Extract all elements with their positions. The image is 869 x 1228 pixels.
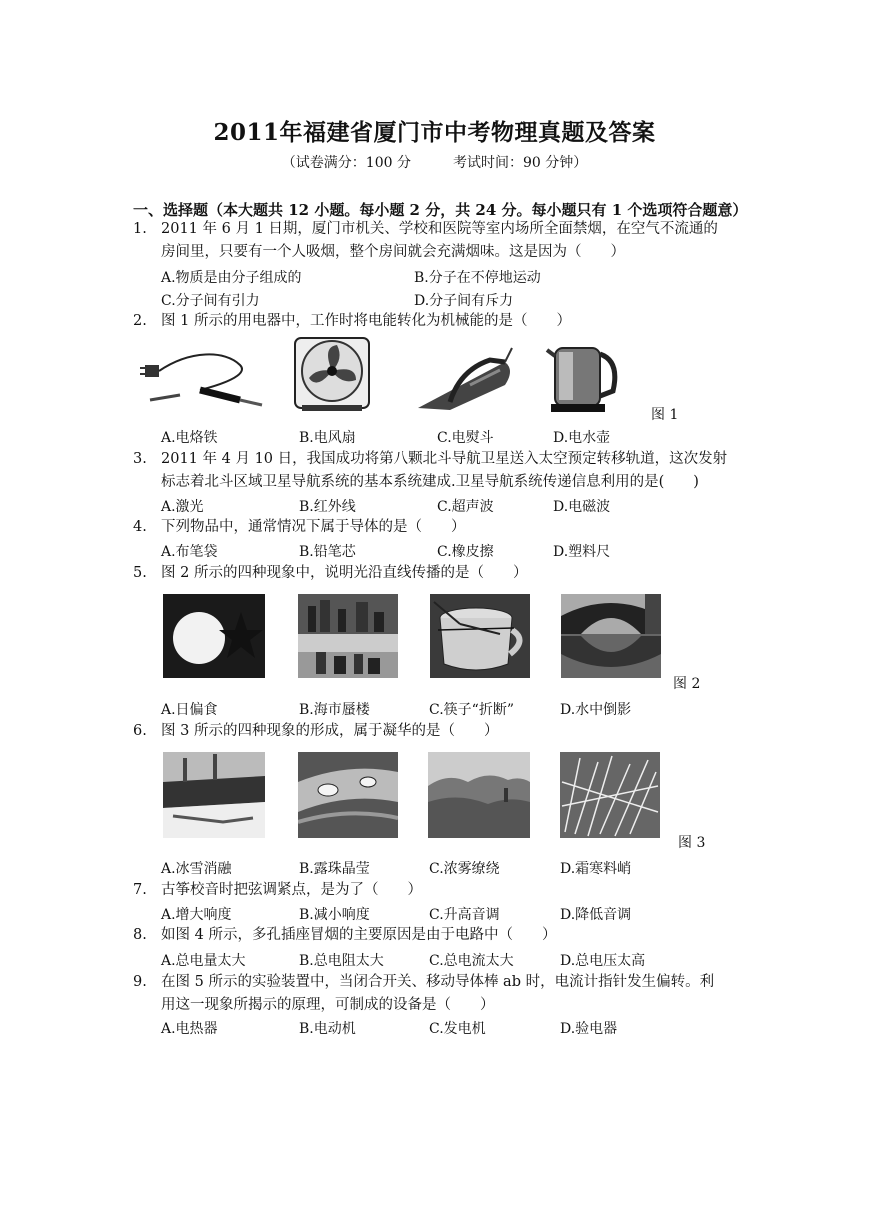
option-c: C.分子间有引力: [161, 293, 260, 309]
figure-1-label: 图 1: [651, 407, 679, 423]
question-text-line: 下列物品中，通常情况下属于导体的是（ ）: [161, 519, 466, 535]
dew-drops-image: [298, 752, 398, 838]
question-text-line: 图 3 所示的四种现象的形成，属于凝华的是（ ）: [161, 723, 499, 739]
frost-image: [560, 752, 660, 838]
option-d: D.验电器: [560, 1021, 618, 1037]
question-number: 7.: [133, 882, 147, 898]
electric-iron-image: [410, 340, 520, 415]
option-a: A.增大响度: [161, 907, 232, 923]
option-a: A.布笔袋: [161, 544, 218, 560]
electric-kettle-image: [545, 336, 625, 416]
question-number: 5.: [133, 565, 147, 581]
option-d: D.电水壶: [553, 430, 611, 446]
option-b: B.分子在不停地运动: [414, 270, 541, 286]
question-text-line: 2011 年 6 月 1 日期，厦门市机关、学校和医院等室内场所全面禁烟，在空气不流通的: [161, 221, 718, 237]
option-d: D.塑料尺: [553, 544, 611, 560]
option-b: B.铅笔芯: [299, 544, 356, 560]
thick-fog-image: [428, 752, 530, 838]
option-c: C.电熨斗: [437, 430, 494, 446]
partial-solar-eclipse-image: [163, 594, 265, 678]
option-a: A.总电量太大: [161, 953, 246, 969]
option-b: B.红外线: [299, 499, 356, 515]
option-d: D.霜寒料峭: [560, 861, 632, 877]
option-b: B.电动机: [299, 1021, 356, 1037]
option-c: C.超声波: [437, 499, 494, 515]
question-text-line: 图 1 所示的用电器中，工作时将电能转化为机械能的是（ ）: [161, 313, 571, 329]
option-a: A.激光: [161, 499, 204, 515]
option-b: B.电风扇: [299, 430, 356, 446]
option-d: D.分子间有斥力: [414, 293, 514, 309]
question-number: 6.: [133, 723, 147, 739]
option-d: D.降低音调: [560, 907, 632, 923]
option-d: D.电磁波: [553, 499, 611, 515]
melting-snow-image: [163, 752, 265, 838]
question-text-line: 如图 4 所示，多孔插座冒烟的主要原因是由于电路中（ ）: [161, 927, 557, 943]
question-text-line: 标志着北斗区域卫星导航系统的基本系统建成.卫星导航系统传递信息利用的是( ): [161, 474, 699, 490]
option-c: C.浓雾缭绕: [429, 861, 500, 877]
question-text-line: 古筝校音时把弦调紧点，是为了（ ）: [161, 882, 422, 898]
option-a: A.日偏食: [161, 702, 218, 718]
section-heading: 一、选择题（本大题共 12 小题。每小题 2 分，共 24 分。每小题只有 1 个选项符合题意）: [133, 201, 748, 219]
water-reflection-image: [561, 594, 661, 678]
option-a: A.冰雪消融: [161, 861, 232, 877]
option-a: A.物质是由分子组成的: [161, 270, 302, 286]
page-title: 2011年福建省厦门市中考物理真题及答案: [213, 119, 656, 146]
option-b: B.总电阻太大: [299, 953, 384, 969]
option-c: C.橡皮擦: [437, 544, 494, 560]
option-a: A.电热器: [161, 1021, 218, 1037]
option-d: D.总电压太高: [560, 953, 646, 969]
question-number: 2.: [133, 313, 147, 329]
figure-3-label: 图 3: [678, 835, 706, 851]
question-text-line: 2011 年 4 月 10 日，我国成功将第八颗北斗导航卫星送入太空预定转移轨道，这次发射: [161, 451, 728, 467]
soldering-iron-image: [140, 340, 270, 415]
figure-2-label: 图 2: [673, 676, 701, 692]
option-b: B.海市蜃楼: [299, 702, 370, 718]
option-c: C.总电流太大: [429, 953, 514, 969]
question-number: 8.: [133, 927, 147, 943]
option-a: A.电烙铁: [161, 430, 218, 446]
question-text-line: 用这一现象所揭示的原理，可制成的设备是（ ）: [161, 997, 495, 1013]
question-text-line: 房间里，只要有一个人吸烟，整个房间就会充满烟味。这是因为（ ）: [161, 244, 625, 260]
mirage-image: [298, 594, 398, 678]
option-d: D.水中倒影: [560, 702, 632, 718]
question-number: 4.: [133, 519, 147, 535]
electric-fan-image: [292, 335, 372, 415]
option-b: B.露珠晶莹: [299, 861, 370, 877]
question-number: 3.: [133, 451, 147, 467]
question-number: 1.: [133, 221, 147, 237]
bent-chopsticks-image: [430, 594, 530, 678]
question-text-line: 在图 5 所示的实验装置中，当闭合开关、移动导体棒 ab 时，电流计指针发生偏转。利: [161, 974, 715, 990]
option-c: C.升高音调: [429, 907, 500, 923]
question-number: 9.: [133, 974, 147, 990]
option-c: C.筷子“折断”: [429, 702, 514, 718]
question-text-line: 图 2 所示的四种现象中，说明光沿直线传播的是（ ）: [161, 565, 528, 581]
option-b: B.减小响度: [299, 907, 370, 923]
exam-info: （试卷满分：100 分 考试时间：90 分钟）: [281, 155, 588, 171]
option-c: C.发电机: [429, 1021, 486, 1037]
